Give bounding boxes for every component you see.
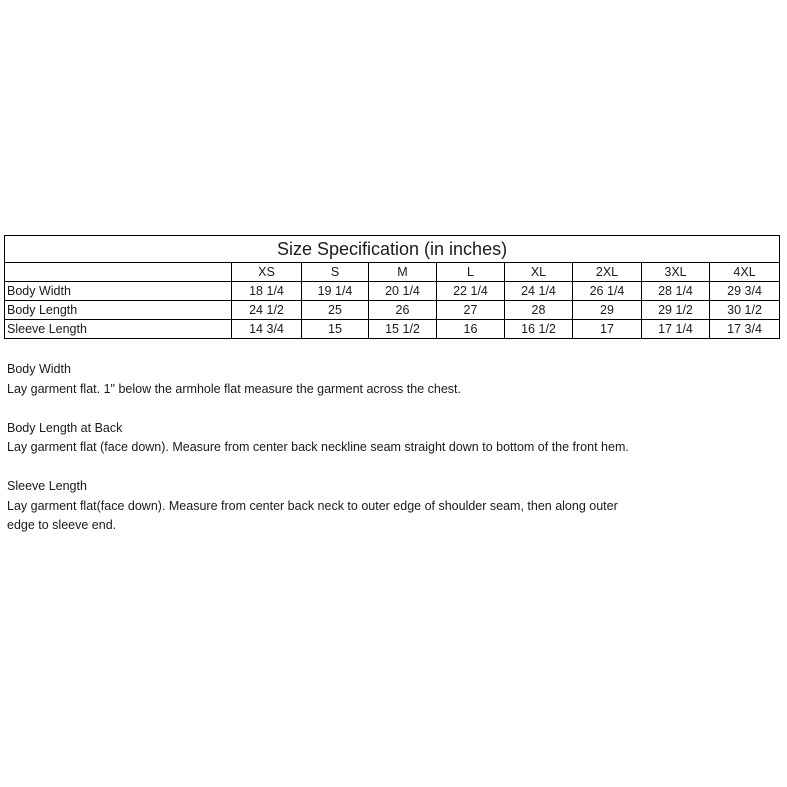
- table-cell: 15: [302, 320, 369, 339]
- table-cell: 29 3/4: [710, 282, 780, 301]
- table-cell: 20 1/4: [369, 282, 437, 301]
- table-cell: 17 1/4: [642, 320, 710, 339]
- row-label: Body Width: [5, 282, 232, 301]
- table-cell: 16 1/2: [505, 320, 573, 339]
- size-header-l: L: [437, 263, 505, 282]
- table-cell: 14 3/4: [232, 320, 302, 339]
- table-cell: 15 1/2: [369, 320, 437, 339]
- note-text: Lay garment flat. 1" below the armhole flat measure the garment across the chest.: [7, 381, 461, 396]
- size-header-3xl: 3XL: [642, 263, 710, 282]
- row-label: Sleeve Length: [5, 320, 232, 339]
- table-cell: 16: [437, 320, 505, 339]
- note-body-length: [7, 419, 647, 458]
- table-cell: 28 1/4: [642, 282, 710, 301]
- table-cell: 24 1/2: [232, 301, 302, 320]
- table-row-body-width: [5, 282, 780, 301]
- table-row-sleeve-length: [5, 320, 780, 339]
- size-header-4xl: 4XL: [710, 263, 780, 282]
- measurement-notes: [7, 360, 647, 555]
- row-label: Body Length: [5, 301, 232, 320]
- size-header-m: M: [369, 263, 437, 282]
- table-cell: 29 1/2: [642, 301, 710, 320]
- table-cell: 26 1/4: [573, 282, 642, 301]
- table-cell: 24 1/4: [505, 282, 573, 301]
- table-cell: 30 1/2: [710, 301, 780, 320]
- note-sleeve-length: [7, 477, 647, 536]
- table-cell: 17: [573, 320, 642, 339]
- table-row-body-length: [5, 301, 780, 320]
- table-cell: 18 1/4: [232, 282, 302, 301]
- table-cell: 25: [302, 301, 369, 320]
- note-heading: Body Width: [7, 362, 71, 376]
- note-text: Lay garment flat(face down). Measure from center back neck to outer edge of shoulder seam, then along outer edge to sleeve end.: [7, 498, 618, 532]
- table-cell: 26: [369, 301, 437, 320]
- table-cell: 27: [437, 301, 505, 320]
- table-cell: 29: [573, 301, 642, 320]
- table-title: Size Specification (in inches): [5, 236, 780, 263]
- table-cell: 19 1/4: [302, 282, 369, 301]
- header-corner-cell: [5, 263, 232, 282]
- table-title-row: [5, 236, 780, 263]
- table-cell: 22 1/4: [437, 282, 505, 301]
- size-header-xs: XS: [232, 263, 302, 282]
- size-header-row: [5, 263, 780, 282]
- table-cell: 28: [505, 301, 573, 320]
- size-spec-table: [4, 235, 780, 339]
- note-heading: Sleeve Length: [7, 479, 87, 493]
- note-heading: Body Length at Back: [7, 420, 123, 435]
- note-body-width: [7, 360, 647, 399]
- note-text: Lay garment flat (face down). Measure from center back neckline seam straight down to bottom of the front hem.: [7, 440, 629, 454]
- table-cell: 17 3/4: [710, 320, 780, 339]
- size-header-xl: XL: [505, 263, 573, 282]
- size-header-s: S: [302, 263, 369, 282]
- size-header-2xl: 2XL: [573, 263, 642, 282]
